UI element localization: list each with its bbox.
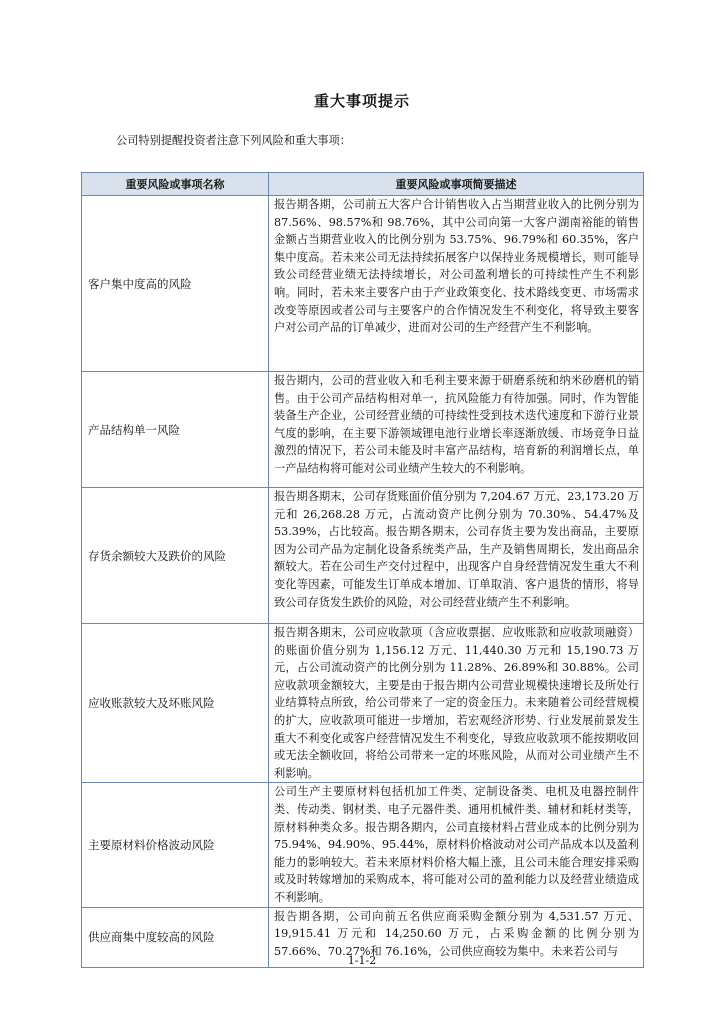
risk-name: 客户集中度高的风险	[82, 196, 269, 372]
risk-description: 报告期各期末，公司应收款项（含应收票据、应收账款和应收款项融资）的账面价值分别为 1,156.12 万元、11,440.30 万元和 15,190.73 万元，占公司流动资产的比例分别为 11.28%、26.89%和 30.88%。公司应收款项金额较大，主要是由于报告期内公司营业规模快速增长及所处行业结算特点所致，给公司带来了一定的资金压力。未来随着公司经营规模的扩大，应收款项可能进一步增加，若宏观经济形势、行业发展前景发生重大不利变化或客户经营情况发生不利变化，导致应收款项不能按期收回或无法全额收回，将给公司带来一定的坏账风险，从而对公司业绩产生不利影响。	[269, 624, 644, 783]
table-row	[82, 624, 644, 783]
risk-table	[81, 172, 644, 968]
risk-description: 公司生产主要原材料包括机加工件类、定制设备类、电机及电器控制件类、传动类、钢材类、电子元器件类、通用机械件类、辅材和耗材类等，原材料种类众多。报告期各期内，公司直接材料占营业成本的比例分别为 75.94%、94.90%、95.44%，原材料价格波动对公司产品成本以及盈利能力的影响较大。若未来原材料价格大幅上涨，且公司未能合理安排采购或及时转嫁增加的采购成本，将可能对公司的盈利能力以及经营业绩造成不利影响。	[269, 783, 644, 907]
header-risk-name: 重要风险或事项名称	[82, 173, 269, 196]
risk-description: 报告期各期，公司前五大客户合计销售收入占当期营业收入的比例分别为 87.56%、98.57%和 98.76%，其中公司向第一大客户湖南裕能的销售金额占当期营业收入的比例分别为 53.75%、96.79%和 60.35%，客户集中度高。若未来公司无法持续拓展客户以保持业务规模增长，则可能导致公司经营业绩无法持续增长，对公司盈利增长的可持续性产生不利影响。同时，若未来主要客户由于产业政策变化、技术路线变更、市场需求改变等原因或者公司与主要客户的合作情况发生不利变化，将导致主要客户对公司产品的订单减少，进而对公司的生产经营产生不利影响。	[269, 196, 644, 372]
risk-description: 报告期各期末，公司存货账面价值分别为 7,204.67 万元、23,173.20 万元和 26,268.28 万元，占流动资产比例分别为 70.30%、54.47%及 53.39%，占比较高。报告期各期末，公司存货主要为发出商品，主要原因为公司产品为定制化设备系统类产品，生产及销售周期长，发出商品余额较大。若在公司生产交付过程中，出现客户自身经营情况发生重大不利变化等因素，可能发生订单成本增加、订单取消、客户退货的情形，将导致公司存货发生跌价的风险，对公司经营业绩产生不利影响。	[269, 488, 644, 624]
page-number: 1-1-2	[347, 954, 377, 967]
risk-name: 应收账款较大及坏账风险	[82, 624, 269, 783]
page-title: 重大事项提示	[313, 92, 410, 110]
risk-name: 主要原材料价格波动风险	[82, 783, 269, 907]
header-risk-desc: 重要风险或事项简要描述	[269, 173, 644, 196]
risk-name: 存货余额较大及跌价的风险	[82, 488, 269, 624]
table-row	[82, 372, 644, 488]
risk-description: 报告期内，公司的营业收入和毛利主要来源于研磨系统和纳米砂磨机的销售。由于公司产品结构相对单一，抗风险能力有待加强。同时，作为智能装备生产企业，公司经营业绩的可持续性受到技术迭代速度和下游行业景气度的影响，在主要下游领域锂电池行业增长率逐渐放缓、市场竞争日益激烈的情况下，若公司未能及时丰富产品结构，培育新的利润增长点，单一产品结构将可能对公司业绩产生较大的不利影响。	[269, 372, 644, 488]
table-header-row	[82, 173, 644, 196]
risk-name: 供应商集中度较高的风险	[82, 907, 269, 967]
table-row	[82, 488, 644, 624]
risk-name: 产品结构单一风险	[82, 372, 269, 488]
table-row	[82, 196, 644, 372]
risk-description: 报告期各期，公司向前五名供应商采购金额分别为 4,531.57 万元、19,915.41 万元和 14,250.60 万元，占采购金额的比例分别为 57.66%、70.27%和 76.16%，公司供应商较为集中。未来若公司与	[269, 907, 644, 967]
intro-text: 公司特别提醒投资者注意下列风险和重大事项：	[116, 134, 351, 147]
table-row	[82, 783, 644, 907]
